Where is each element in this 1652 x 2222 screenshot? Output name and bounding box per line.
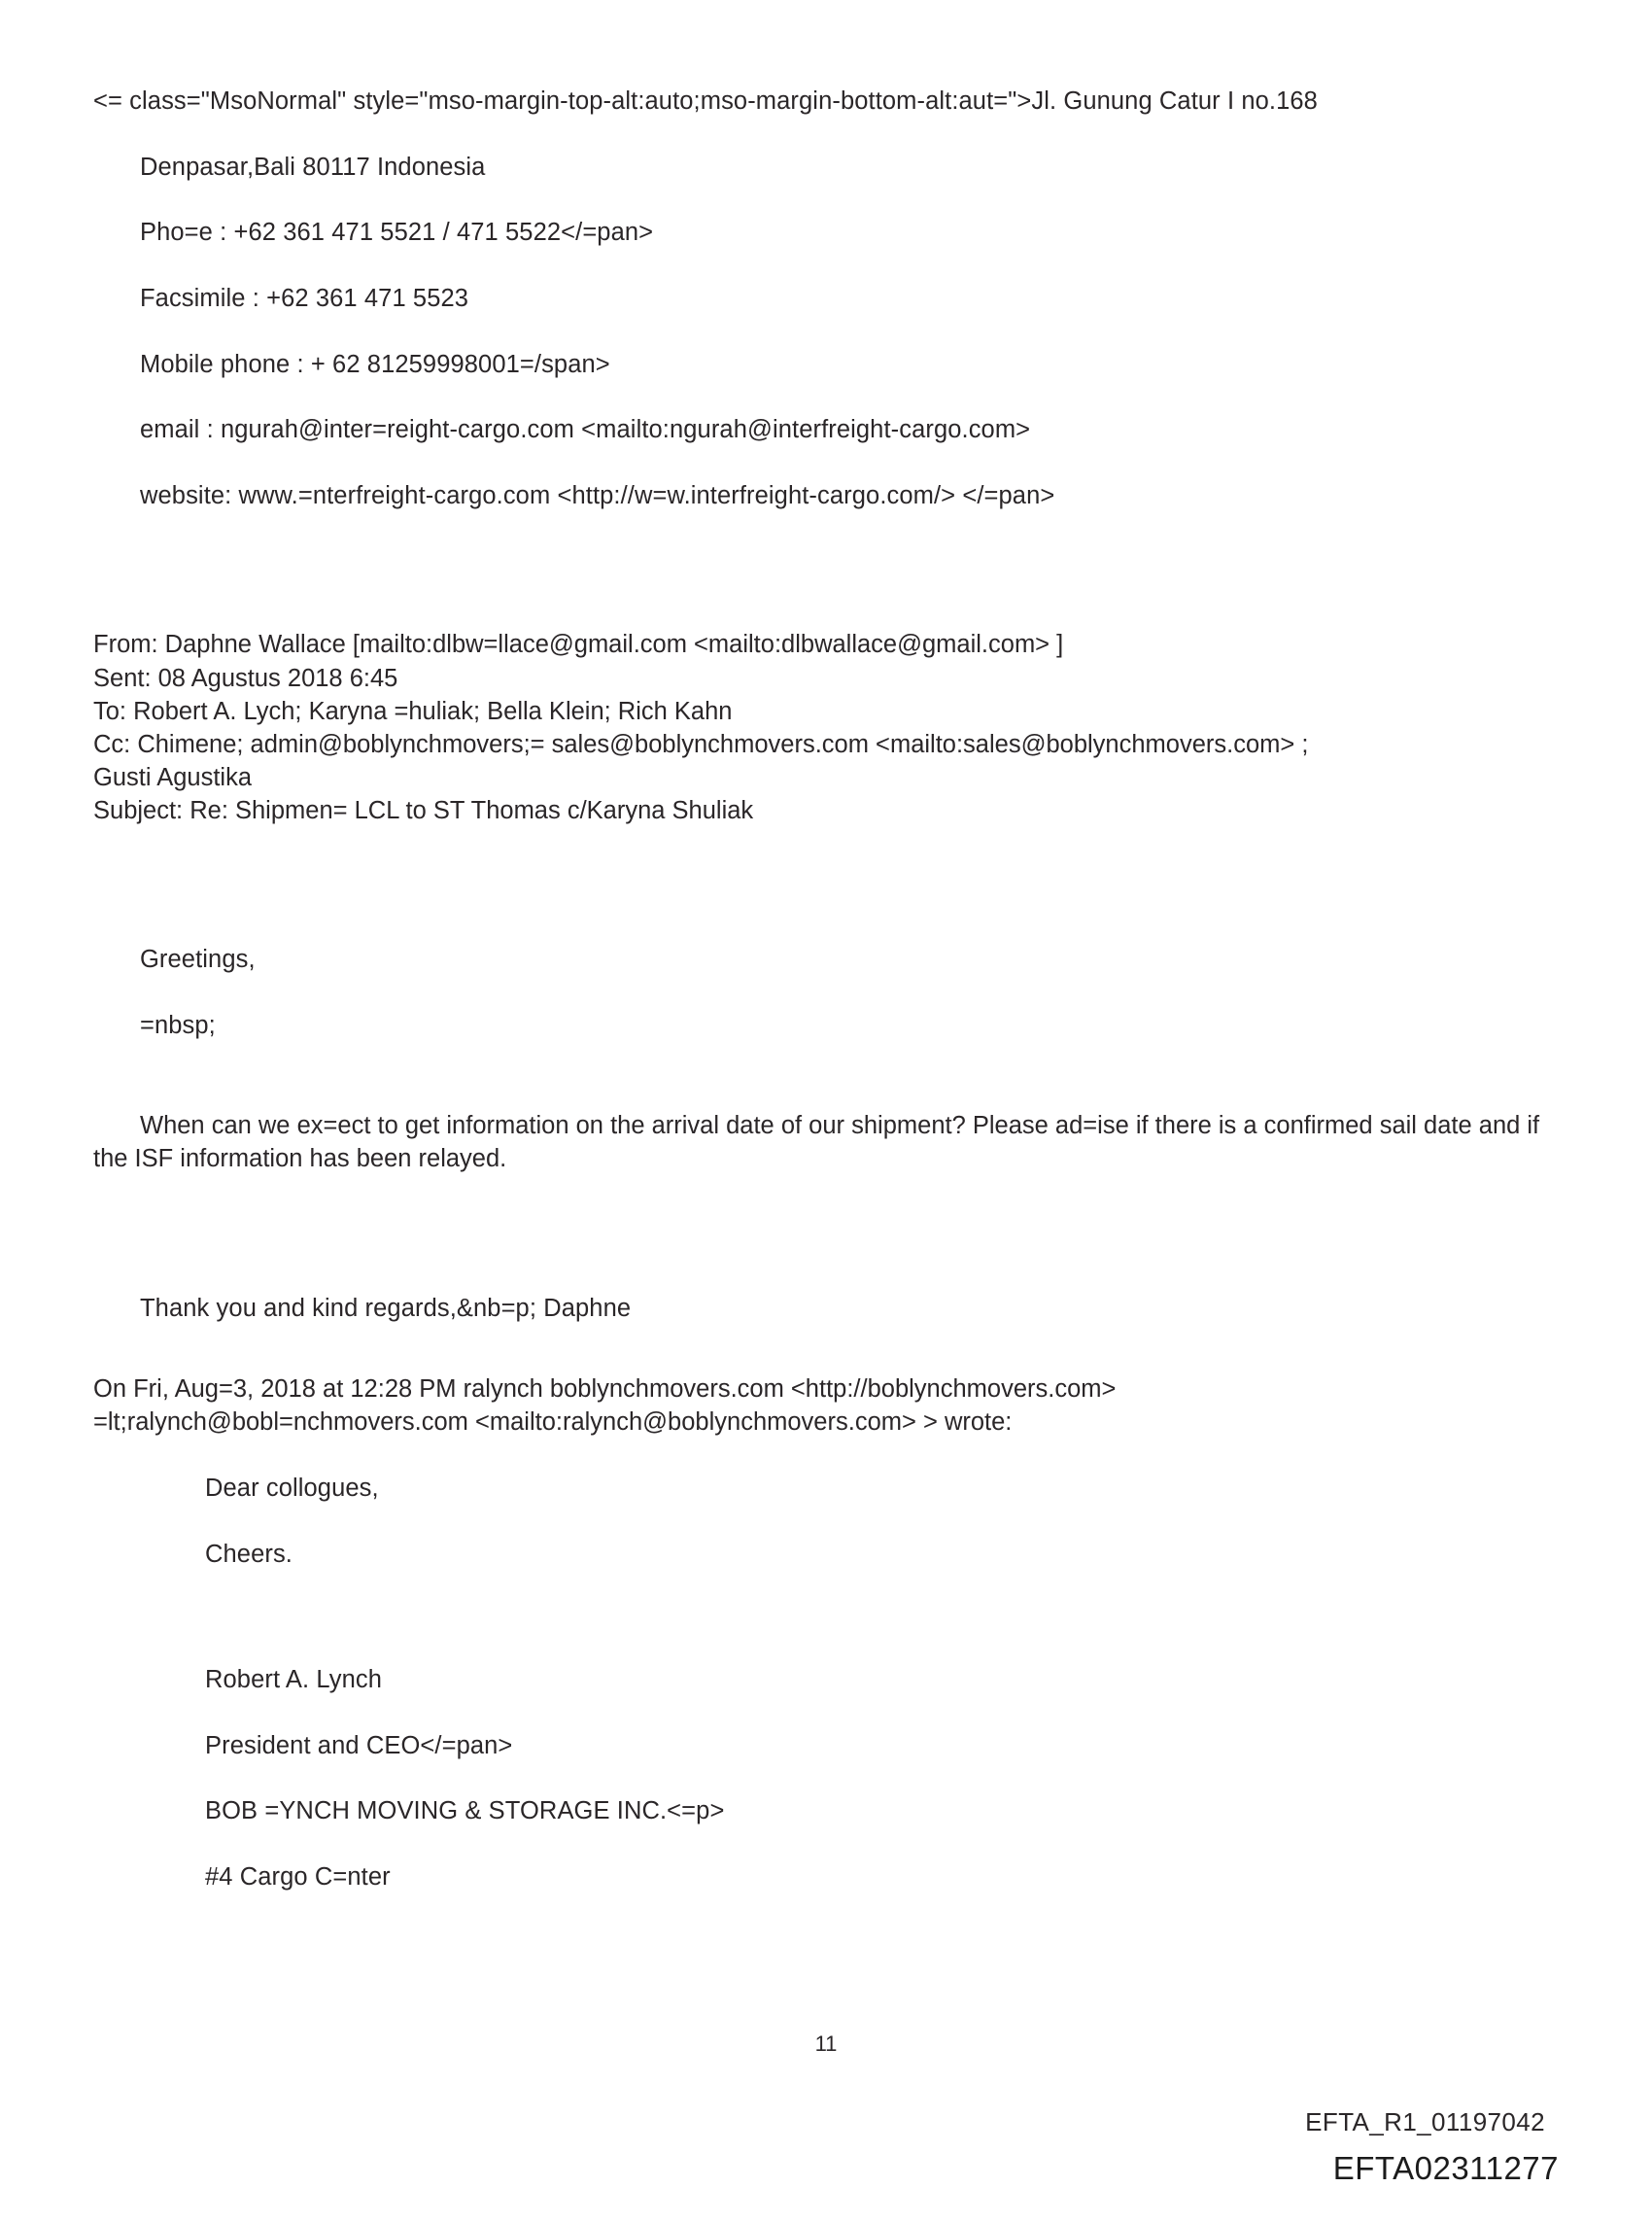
quote-sender-title: President and CEO</=pan> — [205, 1731, 513, 1759]
spacer — [93, 1440, 1545, 1473]
email-header-to: To: Robert A. Lych; Karyna =huliak; Bella Klein; Rich Kahn — [93, 697, 733, 725]
email-header-block — [93, 628, 1545, 827]
email-header-from: From: Daphne Wallace [mailto:dlbw=llace@gmail.com <mailto:dlbwallace@gmail.com> ] — [93, 631, 1064, 659]
bates-stamp-secondary: EFTA02311277 — [1332, 2150, 1559, 2186]
email-header-cc-continued: Gusti Agustika — [93, 764, 252, 791]
question-paragraph — [93, 1109, 1545, 1176]
quote-attribution-line-2: =lt;ralynch@bobl=nchmovers.com <mailto:ralynch@boblynchmovers.com> > wrote: — [93, 1408, 1013, 1437]
email-header-cc: Cc: Chimene; admin@boblynchmovers;= sales@boblynchmovers.com <mailto:sales@boblynchmovers.com> ; — [93, 730, 1309, 758]
mobile-phone-line: Mobile phone : + 62 81259998001=/span> — [140, 350, 610, 378]
quote-sign-off: Cheers. — [205, 1540, 293, 1568]
spacer — [93, 1076, 1545, 1109]
email-line: email : ngurah@inter=reight-cargo.com <mailto:ngurah@interfreight-cargo.com> — [140, 416, 1031, 444]
spacer — [93, 511, 1545, 628]
address-line-2: Denpasar,Bali 80117 Indonesia — [140, 153, 486, 181]
sender-contact-block — [93, 86, 1545, 511]
message-body-block — [93, 944, 1545, 1324]
bates-stamp-primary: EFTA_R1_01197042 — [1305, 2107, 1545, 2136]
quote-salutation: Dear collogues, — [205, 1474, 379, 1502]
greeting-line: Greetings, — [140, 946, 256, 974]
quote-attribution-line-1: On Fri, Aug=3, 2018 at 12:28 PM ralynch boblynchmovers.com <http://boblynchmovers.com> — [93, 1374, 1117, 1403]
quote-sender-name: Robert A. Lynch — [205, 1666, 382, 1694]
nbsp-artifact-line: =nbsp; — [140, 1011, 216, 1039]
email-header-subject: Subject: Re: Shipmen= LCL to ST Thomas c/Karyna Shuliak — [93, 797, 754, 825]
email-header-sent: Sent: 08 Agustus 2018 6:45 — [93, 664, 398, 692]
address-line-1: <= class="MsoNormal" style="mso-margin-top-alt:auto;mso-margin-bottom-alt:aut=">Jl. Gunung Catur I no.168 — [93, 87, 1318, 115]
phone-line: Pho=e : +62 361 471 5521 / 471 5522</=pan> — [140, 219, 654, 247]
page-number: 11 — [814, 2031, 838, 2056]
question-paragraph-text: When can we ex=ect to get information on the arrival date of our shipment? Please ad=ise if there is a confirmed sail date and if the ISF information has been relayed. — [93, 1111, 1540, 1173]
quoted-message-block — [93, 1372, 1545, 1893]
quote-sender-address: #4 Cargo C=nter — [205, 1863, 391, 1891]
website-line: website: www.=nterfreight-cargo.com <http://w=w.interfreight-cargo.com/> </=pan> — [140, 481, 1055, 509]
quote-attribution — [93, 1372, 1545, 1440]
facsimile-line: Facsimile : +62 361 471 5523 — [140, 284, 469, 312]
quote-sender-company: BOB =YNCH MOVING & STORAGE INC.<=p> — [205, 1797, 725, 1825]
spacer — [93, 827, 1545, 944]
spacer — [93, 1604, 1545, 1664]
spacer — [93, 1359, 1545, 1372]
closing-line: Thank you and kind regards,&nb=p; Daphne — [140, 1294, 632, 1322]
spacer — [93, 1176, 1545, 1293]
